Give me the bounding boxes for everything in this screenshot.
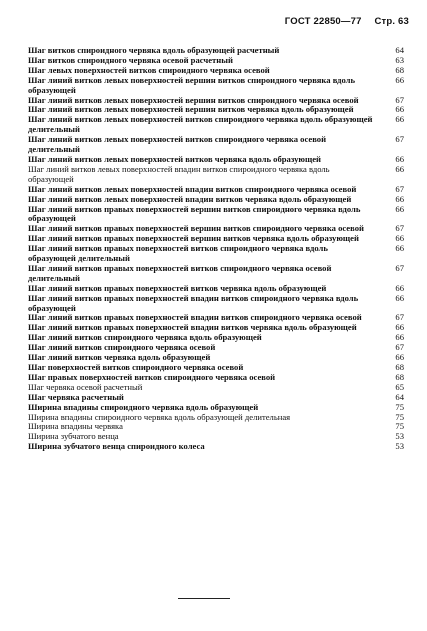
index-entry-page: 66: [395, 163, 404, 174]
index-entry-term: Шаг линий витков левых поверхностей впадин витков спироидного червяка осевой: [28, 183, 357, 194]
index-entry-term: Шаг линий витков левых поверхностей впадин витков спироидного червяка вдоль образующей: [28, 163, 330, 184]
index-entry-term: Ширина впадины спироидного червяка вдоль образующей делительная: [28, 411, 291, 422]
index-entry-page: 64: [395, 45, 404, 55]
index-entry-term: Шаг линий витков правых поверхностей витков спироидного червяка осевой делительный: [28, 262, 332, 283]
index-entry-page: 66: [395, 282, 404, 293]
index-entry-page: 75: [395, 411, 404, 422]
index-entry-term: Шаг линий витков правых поверхностей впадин витков червяка вдоль образующей: [28, 322, 357, 333]
index-entry-term: Шаг поверхностей витков спироидного червяка осевой: [28, 362, 244, 372]
index-entry-page: 66: [395, 114, 404, 125]
index-entry-page: 67: [395, 223, 404, 234]
index-entry-term: Шаг линий витков правых поверхностей витков спироидного червяка вдоль образующей делительный: [28, 243, 328, 264]
index-entry-term: Шаг витков спироидного червяка вдоль образующей расчетный: [28, 45, 280, 55]
index-entry-page: 66: [395, 332, 404, 343]
index-list: [28, 46, 404, 452]
index-entry-term: Шаг линий витков левых поверхностей вершин витков червяка вдоль образующей: [28, 104, 354, 115]
index-entry-term: Шаг линий витков левых поверхностей витков спироидного червяка вдоль образующей делительный: [28, 114, 373, 135]
index-entry-term: Шаг линий витков правых поверхностей впадин витков спироидного червяка вдоль образующей: [28, 292, 359, 313]
index-entry-page: 67: [395, 183, 404, 194]
page-header: [285, 16, 409, 27]
index-entry-page: 67: [395, 342, 404, 353]
index-entry-page: 67: [395, 134, 404, 145]
index-entry-page: 64: [395, 391, 404, 402]
index-entry-page: 67: [395, 312, 404, 323]
index-entry-page: 66: [395, 322, 404, 333]
index-entry: [28, 76, 404, 96]
index-entry-term: Ширина зубчатого венца спироидного колеса: [28, 441, 205, 452]
index-entry-term: Шаг линий витков правых поверхностей витков червяка вдоль образующей: [28, 282, 327, 293]
index-entry-term: Шаг витков спироидного червяка осевой расчетный: [28, 54, 233, 65]
index-entry-term: Шаг линий витков левых поверхностей витков червяка вдоль образующей: [28, 153, 321, 164]
index-entry-term: Шаг линий витков левых поверхностей вершин витков спироидного червяка осевой: [28, 94, 359, 105]
index-entry-page: 67: [395, 262, 404, 273]
index-entry: [28, 442, 404, 452]
index-entry: [28, 294, 404, 314]
index-entry: [28, 244, 404, 264]
index-entry-term: Шаг линий витков червяка вдоль образующей: [28, 352, 211, 363]
footer-divider: [178, 598, 230, 599]
index-entry: [28, 205, 404, 225]
index-entry-page: 66: [395, 203, 404, 214]
index-entry: [28, 115, 404, 135]
index-entry-term: Шаг линий витков левых поверхностей витков спироидного червяка осевой делительный: [28, 134, 327, 155]
index-entry-page: 68: [395, 64, 404, 75]
index-entry-page: 53: [395, 441, 404, 452]
index-entry-term: Шаг левых поверхностей витков спироидного червяка осевой: [28, 64, 270, 75]
index-entry-term: Шаг линий витков правых поверхностей вершин витков червяка вдоль образующей: [28, 233, 359, 244]
index-entry-term: Шаг линий витков правых поверхностей вершин витков спироидного червяка вдоль образующей: [28, 203, 361, 224]
index-entry-term: Ширина зубчатого венца: [28, 431, 119, 442]
index-entry-term: Шаг линий витков спироидного червяка осевой: [28, 342, 216, 353]
index-entry-term: Шаг линий витков спироидного червяка вдоль образующей: [28, 332, 262, 343]
index-entry-page: 66: [395, 74, 404, 85]
index-entry-page: 66: [395, 243, 404, 254]
index-entry-term: Шаг правых поверхностей витков спироидного червяка осевой: [28, 371, 276, 382]
standard-number: ГОСТ 22850—77: [284, 16, 362, 27]
index-entry-term: Шаг червяка осевой расчетный: [28, 381, 143, 392]
index-entry-page: 63: [395, 54, 404, 65]
index-entry-page: 66: [395, 352, 404, 363]
index-entry-term: Шаг линий витков правых поверхностей вершин витков спироидного червяка осевой: [28, 223, 364, 234]
index-entry-term: Шаг линий витков левых поверхностей впадин витков червяка вдоль образующей: [28, 193, 352, 204]
index-entry-term: Ширина впадины червяка: [28, 421, 123, 432]
index-entry-page: 66: [395, 292, 404, 303]
index-entry-term: Шаг червяка расчетный: [28, 391, 124, 402]
index-entry-page: 68: [395, 371, 404, 382]
index-entry-page: 75: [395, 421, 404, 432]
index-entry-page: 53: [395, 431, 404, 442]
index-entry-page: 66: [395, 104, 404, 115]
index-entry-page: 66: [395, 233, 404, 244]
index-entry: [28, 135, 404, 155]
index-entry-page: 67: [395, 94, 404, 105]
index-entry: [28, 165, 404, 185]
index-entry-page: 68: [395, 362, 404, 372]
index-entry-page: 66: [395, 153, 404, 164]
index-entry: [28, 264, 404, 284]
index-entry-page: 75: [395, 401, 404, 412]
index-entry-term: Ширина впадины спироидного червяка вдоль образующей: [28, 401, 259, 412]
index-entry-page: 65: [395, 381, 404, 392]
index-entry-term: Шаг линий витков левых поверхностей вершин витков спироидного червяка вдоль образующей: [28, 74, 356, 95]
index-entry: [28, 195, 404, 205]
index-entry-term: Шаг линий витков правых поверхностей впадин витков спироидного червяка осевой: [28, 312, 362, 323]
page-number: Стр. 63: [374, 16, 409, 27]
index-entry-page: 66: [395, 193, 404, 204]
